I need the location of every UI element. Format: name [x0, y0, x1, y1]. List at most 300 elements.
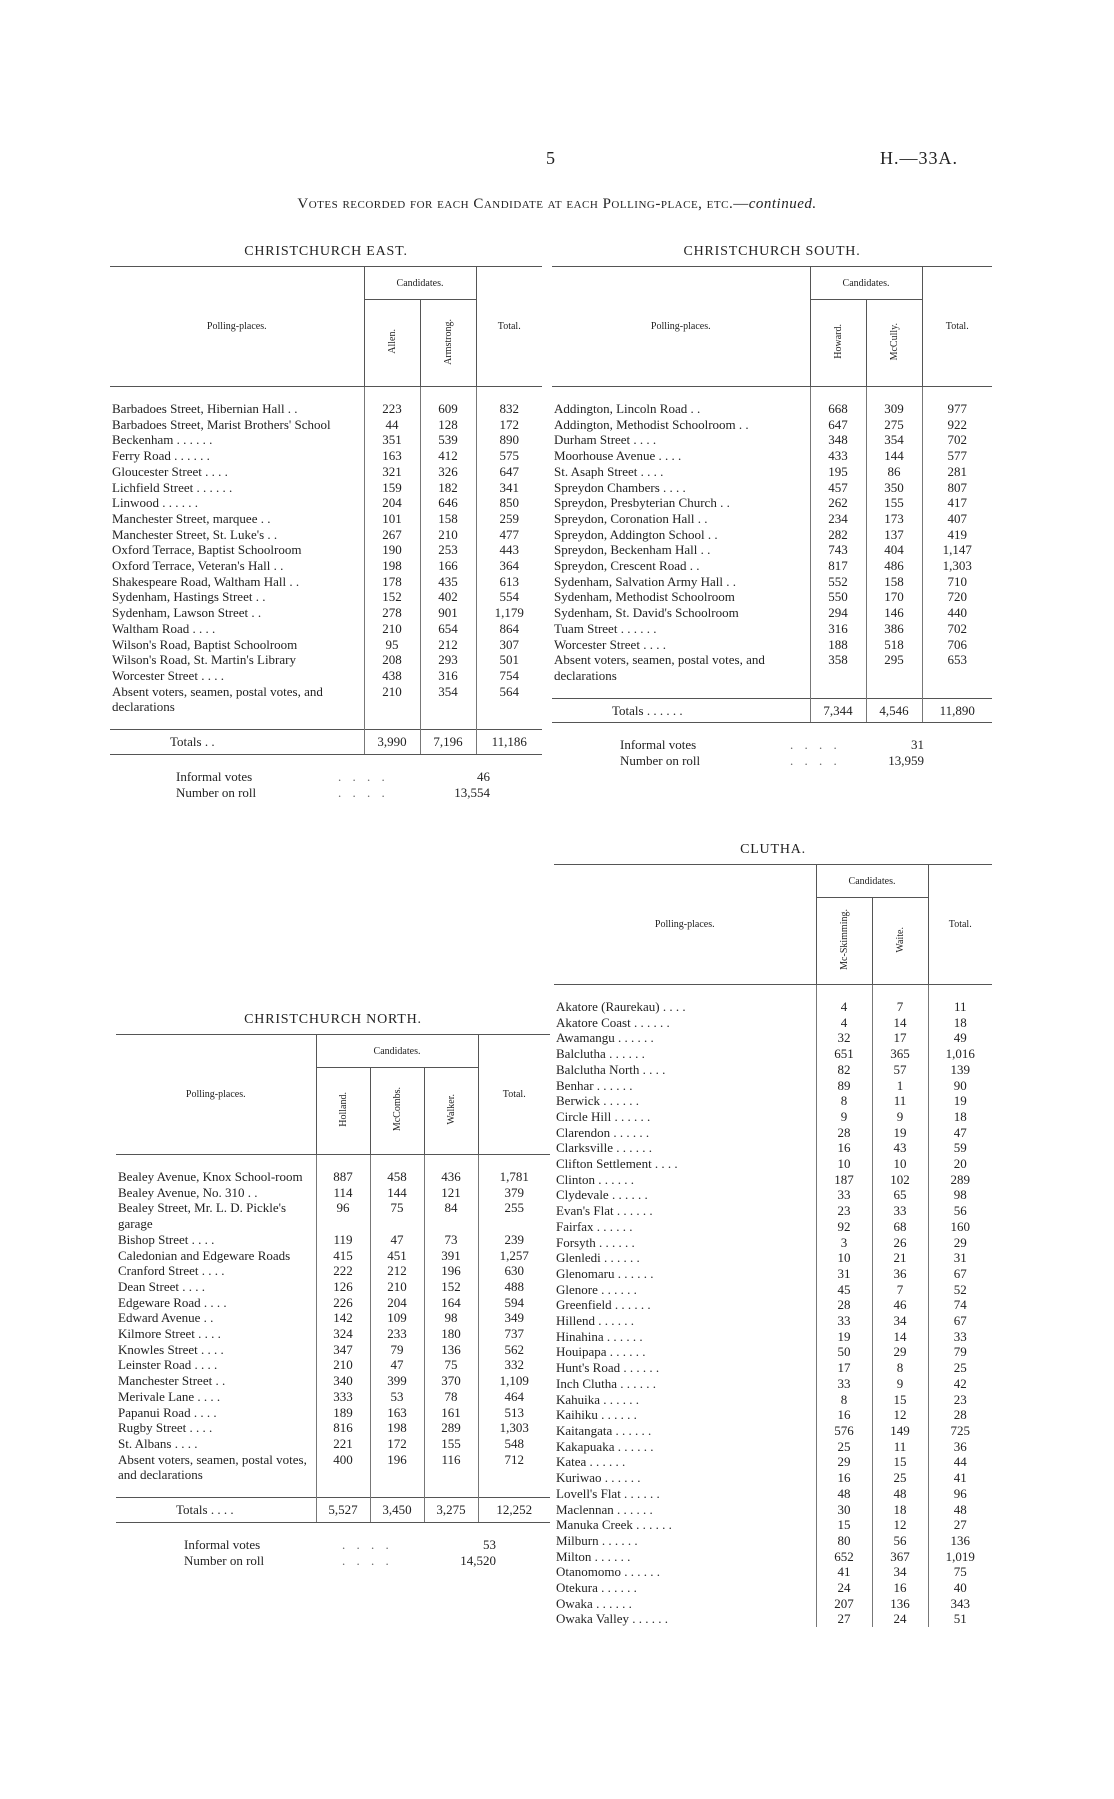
- polling-place: Sydenham, Hastings Street . .: [112, 589, 266, 605]
- votes-table: [110, 266, 542, 755]
- vote-count: 233: [370, 1326, 424, 1342]
- row-total: 407: [922, 511, 992, 527]
- vote-count: 386: [866, 621, 922, 637]
- table-row: [554, 1140, 992, 1156]
- vote-count: 44: [364, 417, 420, 433]
- candidates-header: Candidates.: [364, 267, 476, 300]
- vote-count: 102: [872, 1172, 928, 1188]
- vote-count: 128: [420, 417, 476, 433]
- vote-count: 9: [872, 1376, 928, 1392]
- row-total: 28: [928, 1407, 992, 1423]
- vote-count: 195: [810, 464, 866, 480]
- vote-count: 347: [316, 1342, 370, 1358]
- polling-place: Balclutha . . . . . .: [556, 1046, 645, 1062]
- polling-place: Ferry Road . . . . . .: [112, 448, 210, 464]
- table-row: [110, 527, 542, 543]
- row-total: 477: [476, 527, 542, 543]
- vote-count: 207: [816, 1596, 872, 1612]
- row-total: 20: [928, 1156, 992, 1172]
- table-row: [554, 1187, 992, 1203]
- vote-count: 173: [866, 511, 922, 527]
- table-row: [110, 432, 542, 448]
- row-total: 702: [922, 432, 992, 448]
- row-total: 443: [476, 542, 542, 558]
- vote-count: 223: [364, 401, 420, 417]
- table-row: [552, 480, 992, 496]
- vote-count: 576: [816, 1423, 872, 1439]
- row-total: 332: [478, 1357, 550, 1373]
- polling-place: Wilson's Road, St. Martin's Library: [112, 652, 296, 668]
- vote-count: 53: [370, 1389, 424, 1405]
- row-total: 501: [476, 652, 542, 668]
- row-total: 29: [928, 1235, 992, 1251]
- leader-dots: . . . .: [338, 784, 389, 800]
- vote-count: 25: [872, 1470, 928, 1486]
- candidate-name: Waite.: [894, 926, 906, 953]
- row-total: 922: [922, 417, 992, 433]
- polling-place: Clinton . . . . . .: [556, 1171, 635, 1187]
- table-row: [110, 574, 542, 590]
- row-total: 42: [928, 1376, 992, 1392]
- table-row: [554, 1344, 992, 1360]
- vote-count: 196: [424, 1263, 478, 1279]
- vote-count: 18: [872, 1502, 928, 1518]
- vote-count: 33: [816, 1376, 872, 1392]
- vote-count: 178: [364, 574, 420, 590]
- vote-count: 116: [424, 1452, 478, 1483]
- row-total: 832: [476, 401, 542, 417]
- vote-count: 170: [866, 589, 922, 605]
- vote-count: 159: [364, 480, 420, 496]
- polling-place: Forsyth . . . . . .: [556, 1234, 635, 1250]
- polling-place: Owaka . . . . . .: [556, 1595, 632, 1611]
- polling-place: Benhar . . . . . .: [556, 1077, 633, 1093]
- vote-count: 26: [872, 1235, 928, 1251]
- table-row: [116, 1279, 550, 1295]
- polling-place: Circle Hill . . . . . .: [556, 1108, 651, 1124]
- row-total: 1,303: [478, 1420, 550, 1436]
- vote-count: 16: [816, 1470, 872, 1486]
- vote-count: 293: [420, 652, 476, 668]
- vote-count: 84: [424, 1200, 478, 1231]
- number-on-roll-label: Number on roll: [620, 753, 701, 769]
- row-total: 98: [928, 1187, 992, 1203]
- row-total: 754: [476, 668, 542, 684]
- polling-place: Hillend . . . . . .: [556, 1313, 634, 1329]
- table-row: [554, 1376, 992, 1392]
- table-row: [110, 668, 542, 684]
- vote-count: 210: [364, 684, 420, 715]
- vote-count: 126: [316, 1279, 370, 1295]
- vote-count: 9: [816, 1109, 872, 1125]
- polling-place: Berwick . . . . . .: [556, 1093, 640, 1109]
- polling-place: Hinahina . . . . . .: [556, 1328, 643, 1344]
- table-row: [116, 1436, 550, 1452]
- polling-place: Otanomomo . . . . . .: [556, 1564, 660, 1580]
- vote-count: 8: [816, 1392, 872, 1408]
- vote-count: 324: [316, 1326, 370, 1342]
- vote-count: 47: [370, 1357, 424, 1373]
- table-row: [554, 1533, 992, 1549]
- vote-count: 399: [370, 1373, 424, 1389]
- vote-count: 316: [420, 668, 476, 684]
- polling-place: St. Asaph Street . . . .: [554, 463, 664, 479]
- polling-place: Manuka Creek . . . . . .: [556, 1517, 672, 1533]
- table-row: [116, 1263, 550, 1279]
- polling-place: Moorhouse Avenue . . . .: [554, 448, 682, 464]
- number-on-roll-label: Number on roll: [176, 784, 257, 800]
- total-header: Total.: [476, 267, 542, 387]
- polling-place: Edward Avenue . .: [118, 1310, 214, 1326]
- polling-place: Tuam Street . . . . . .: [554, 620, 657, 636]
- polling-place: Houipapa . . . . . .: [556, 1344, 646, 1360]
- candidate-name: McCully.: [888, 322, 900, 361]
- polling-place: Manchester Street . .: [118, 1373, 226, 1389]
- candidate-header: [816, 898, 872, 985]
- row-total: 343: [928, 1596, 992, 1612]
- vote-count: 412: [420, 448, 476, 464]
- row-total: 40: [928, 1580, 992, 1596]
- vote-count: 646: [420, 495, 476, 511]
- vote-count: 647: [810, 417, 866, 433]
- table-row: [110, 511, 542, 527]
- leader-dots: . . . .: [338, 768, 389, 784]
- vote-count: 901: [420, 605, 476, 621]
- table-row: [554, 1486, 992, 1502]
- row-total: 74: [928, 1297, 992, 1313]
- row-total: 419: [922, 527, 992, 543]
- grand-total: 11,186: [476, 730, 542, 755]
- table-row: [554, 1203, 992, 1219]
- vote-count: 21: [872, 1250, 928, 1266]
- vote-count: 212: [420, 637, 476, 653]
- table-row: [554, 1125, 992, 1141]
- polling-place: Leinster Road . . . .: [118, 1357, 218, 1373]
- polling-place: Clarendon . . . . . .: [556, 1124, 650, 1140]
- row-total: 440: [922, 605, 992, 621]
- vote-count: 651: [816, 1046, 872, 1062]
- table-row: [116, 1200, 550, 1231]
- document-reference: H.—33A.: [880, 148, 958, 168]
- row-total: 554: [476, 589, 542, 605]
- row-total: 289: [928, 1172, 992, 1188]
- table-row: [554, 1549, 992, 1565]
- table-row: [552, 432, 992, 448]
- polling-place: Barbadoes Street, Hibernian Hall . .: [112, 401, 298, 416]
- candidate-total: 5,527: [316, 1498, 370, 1523]
- vote-count: 350: [866, 480, 922, 496]
- vote-count: 188: [810, 637, 866, 653]
- votes-table: [116, 1034, 550, 1523]
- polling-place: Bealey Street, Mr. L. D. Pickle's garage: [118, 1200, 287, 1232]
- number-on-roll-label: Number on roll: [184, 1552, 265, 1568]
- row-total: 27: [928, 1517, 992, 1533]
- vote-count: 17: [872, 1030, 928, 1046]
- polling-place: Bealey Avenue, Knox School-room: [118, 1169, 303, 1184]
- vote-count: 29: [872, 1344, 928, 1360]
- vote-count: 80: [816, 1533, 872, 1549]
- vote-count: 370: [424, 1373, 478, 1389]
- table-row: [554, 1235, 992, 1251]
- polling-place: Clifton Settlement . . . .: [556, 1156, 678, 1172]
- vote-count: 9: [872, 1109, 928, 1125]
- polling-place: Oxford Terrace, Veteran's Hall . .: [112, 558, 284, 574]
- row-total: 307: [476, 637, 542, 653]
- table-row: [110, 621, 542, 637]
- vote-count: 25: [816, 1439, 872, 1455]
- vote-count: 56: [872, 1533, 928, 1549]
- totals-row: [116, 1498, 550, 1523]
- vote-count: 27: [816, 1611, 872, 1627]
- table-row: [116, 1342, 550, 1358]
- row-total: 594: [478, 1295, 550, 1311]
- polling-place: Awamangu . . . . . .: [556, 1030, 654, 1046]
- number-on-roll-row: [116, 1553, 550, 1569]
- vote-count: 817: [810, 558, 866, 574]
- polling-place: Kilmore Street . . . .: [118, 1326, 221, 1342]
- vote-count: 144: [866, 448, 922, 464]
- vote-count: 365: [872, 1046, 928, 1062]
- polling-place: Owaka Valley . . . . . .: [556, 1611, 669, 1627]
- candidates-header: Candidates.: [816, 865, 928, 898]
- section-title: CHRISTCHURCH SOUTH.: [683, 244, 861, 259]
- table-row: [554, 1030, 992, 1046]
- candidate-header: [316, 1068, 370, 1155]
- vote-count: 136: [872, 1596, 928, 1612]
- row-total: 25: [928, 1360, 992, 1376]
- candidate-total: 3,450: [370, 1498, 424, 1523]
- row-total: 51: [928, 1611, 992, 1627]
- row-total: 96: [928, 1486, 992, 1502]
- table-row: [110, 480, 542, 496]
- polling-place: Merivale Lane . . . .: [118, 1388, 221, 1404]
- vote-count: 234: [810, 511, 866, 527]
- informal-votes-row: [110, 769, 542, 785]
- vote-count: 402: [420, 589, 476, 605]
- vote-count: 155: [866, 495, 922, 511]
- vote-count: 15: [872, 1392, 928, 1408]
- row-total: 341: [476, 480, 542, 496]
- row-total: 36: [928, 1439, 992, 1455]
- totals-label: Totals . .: [110, 730, 364, 755]
- vote-count: 415: [316, 1248, 370, 1264]
- candidate-name: Walker.: [445, 1094, 457, 1125]
- vote-count: 14: [872, 1015, 928, 1031]
- row-total: 1,019: [928, 1549, 992, 1565]
- table-row: [554, 1580, 992, 1596]
- candidates-header: Candidates.: [316, 1035, 478, 1068]
- vote-count: 391: [424, 1248, 478, 1264]
- polling-place: Absent voters, seamen, postal votes, and declarations: [118, 1451, 307, 1483]
- vote-count: 109: [370, 1310, 424, 1326]
- total-header: Total.: [922, 267, 992, 387]
- polling-place: Sydenham, Salvation Army Hall . .: [554, 573, 736, 589]
- leader-dots: . . . .: [342, 1552, 393, 1568]
- polling-place: Kaitangata . . . . . .: [556, 1422, 652, 1438]
- vote-count: 121: [424, 1185, 478, 1201]
- vote-count: 163: [370, 1405, 424, 1421]
- vote-count: 8: [816, 1093, 872, 1109]
- vote-count: 309: [866, 401, 922, 417]
- candidate-total: 4,546: [866, 698, 922, 723]
- table-row: [116, 1295, 550, 1311]
- vote-count: 28: [816, 1125, 872, 1141]
- polling-place: Kahuika . . . . . .: [556, 1391, 640, 1407]
- christchurch-east-section: [110, 244, 542, 801]
- table-row: [552, 464, 992, 480]
- section-title: CHRISTCHURCH EAST.: [244, 244, 408, 259]
- row-total: 564: [476, 684, 542, 715]
- vote-count: 48: [816, 1486, 872, 1502]
- table-row: [110, 464, 542, 480]
- polling-place: Oxford Terrace, Baptist Schoolroom: [112, 542, 302, 558]
- row-total: 653: [922, 652, 992, 683]
- polling-place: Kakapuaka . . . . . .: [556, 1438, 654, 1454]
- polling-place: Dean Street . . . .: [118, 1278, 206, 1294]
- polling-place: Lichfield Street . . . . . .: [112, 479, 233, 495]
- vote-count: 221: [316, 1436, 370, 1452]
- table-row: [552, 574, 992, 590]
- table-row: [554, 1329, 992, 1345]
- table-row: [110, 605, 542, 621]
- row-total: 548: [478, 1436, 550, 1452]
- row-total: 890: [476, 432, 542, 448]
- row-total: 139: [928, 1062, 992, 1078]
- vote-count: 367: [872, 1549, 928, 1565]
- vote-count: 210: [364, 621, 420, 637]
- row-total: 49: [928, 1030, 992, 1046]
- candidate-name: Allen.: [386, 329, 398, 354]
- vote-count: 887: [316, 1169, 370, 1185]
- vote-count: 15: [872, 1454, 928, 1470]
- row-total: 259: [476, 511, 542, 527]
- vote-count: 73: [424, 1232, 478, 1248]
- table-row: [552, 637, 992, 653]
- row-total: 67: [928, 1266, 992, 1282]
- page-caption: Votes recorded for each Candidate at each Polling-place, etc.—continued.: [297, 196, 817, 212]
- vote-count: 89: [816, 1078, 872, 1094]
- vote-count: 78: [424, 1389, 478, 1405]
- vote-count: 86: [866, 464, 922, 480]
- vote-count: 451: [370, 1248, 424, 1264]
- candidate-header: [424, 1068, 478, 1155]
- table-row: [554, 1219, 992, 1235]
- polling-place: Clydevale . . . . . .: [556, 1187, 648, 1203]
- candidate-name: Armstrong.: [442, 318, 454, 365]
- polling-place: Bealey Avenue, No. 310 . .: [118, 1184, 258, 1200]
- vote-count: 65: [872, 1187, 928, 1203]
- vote-count: 222: [316, 1263, 370, 1279]
- polling-place: Akatore (Raurekau) . . . .: [556, 999, 686, 1014]
- polling-place: Akatore Coast . . . . . .: [556, 1014, 670, 1030]
- number-on-roll-row: [110, 785, 542, 801]
- polling-places-header: Polling-places.: [554, 865, 816, 985]
- vote-count: 226: [316, 1295, 370, 1311]
- table-row: [116, 1232, 550, 1248]
- vote-count: 438: [364, 668, 420, 684]
- row-total: 1,257: [478, 1248, 550, 1264]
- vote-count: 210: [420, 527, 476, 543]
- polling-place: Glenledi . . . . . .: [556, 1250, 640, 1266]
- row-total: 977: [922, 401, 992, 417]
- row-total: 172: [476, 417, 542, 433]
- row-total: 239: [478, 1232, 550, 1248]
- table-row: [116, 1357, 550, 1373]
- polling-place: Lovell's Flat . . . . . .: [556, 1485, 660, 1501]
- vote-count: 16: [816, 1140, 872, 1156]
- vote-count: 14: [872, 1329, 928, 1345]
- table-row: [554, 1407, 992, 1423]
- vote-count: 164: [424, 1295, 478, 1311]
- vote-count: 333: [316, 1389, 370, 1405]
- vote-count: 28: [816, 1297, 872, 1313]
- vote-count: 253: [420, 542, 476, 558]
- total-header: Total.: [478, 1035, 550, 1155]
- candidate-total: 3,275: [424, 1498, 478, 1523]
- table-row: [554, 1470, 992, 1486]
- grand-total: 11,890: [922, 698, 992, 723]
- table-row: [554, 1502, 992, 1518]
- row-total: 136: [928, 1533, 992, 1549]
- row-total: 702: [922, 621, 992, 637]
- vote-count: 7: [872, 999, 928, 1015]
- summary-block: [552, 737, 992, 769]
- table-row: [552, 527, 992, 543]
- candidate-total: 7,344: [810, 698, 866, 723]
- table-row: [552, 652, 992, 683]
- table-row: [110, 542, 542, 558]
- vote-count: 358: [810, 652, 866, 683]
- row-total: 513: [478, 1405, 550, 1421]
- grand-total: 12,252: [478, 1498, 550, 1523]
- row-total: 48: [928, 1502, 992, 1518]
- row-total: 1,147: [922, 542, 992, 558]
- vote-count: 47: [370, 1232, 424, 1248]
- vote-count: 30: [816, 1502, 872, 1518]
- row-total: 79: [928, 1344, 992, 1360]
- row-total: 464: [478, 1389, 550, 1405]
- vote-count: 45: [816, 1282, 872, 1298]
- row-total: 488: [478, 1279, 550, 1295]
- polling-place: Caledonian and Edgeware Roads: [118, 1247, 291, 1263]
- table-row: [554, 1109, 992, 1125]
- table-row: [554, 1564, 992, 1580]
- leader-dots: . . . .: [342, 1536, 393, 1552]
- table-row: [116, 1420, 550, 1436]
- candidate-header: [364, 300, 420, 387]
- row-total: 577: [922, 448, 992, 464]
- polling-place: Spreydon Chambers . . . .: [554, 479, 686, 495]
- vote-count: 32: [816, 1030, 872, 1046]
- vote-count: 294: [810, 605, 866, 621]
- row-total: 1,016: [928, 1046, 992, 1062]
- table-row: [554, 1156, 992, 1172]
- row-total: 33: [928, 1329, 992, 1345]
- polling-place: Clarksville . . . . . .: [556, 1140, 653, 1156]
- polling-place: Greenfield . . . . . .: [556, 1297, 651, 1313]
- vote-count: 33: [872, 1203, 928, 1219]
- table-row: [554, 1046, 992, 1062]
- table-row: [116, 1326, 550, 1342]
- vote-count: 11: [872, 1439, 928, 1455]
- vote-count: 92: [816, 1219, 872, 1235]
- vote-count: 210: [370, 1279, 424, 1295]
- vote-count: 31: [816, 1266, 872, 1282]
- vote-count: 458: [370, 1169, 424, 1185]
- row-total: 1,179: [476, 605, 542, 621]
- informal-votes-label: Informal votes: [620, 737, 697, 753]
- row-total: 44: [928, 1454, 992, 1470]
